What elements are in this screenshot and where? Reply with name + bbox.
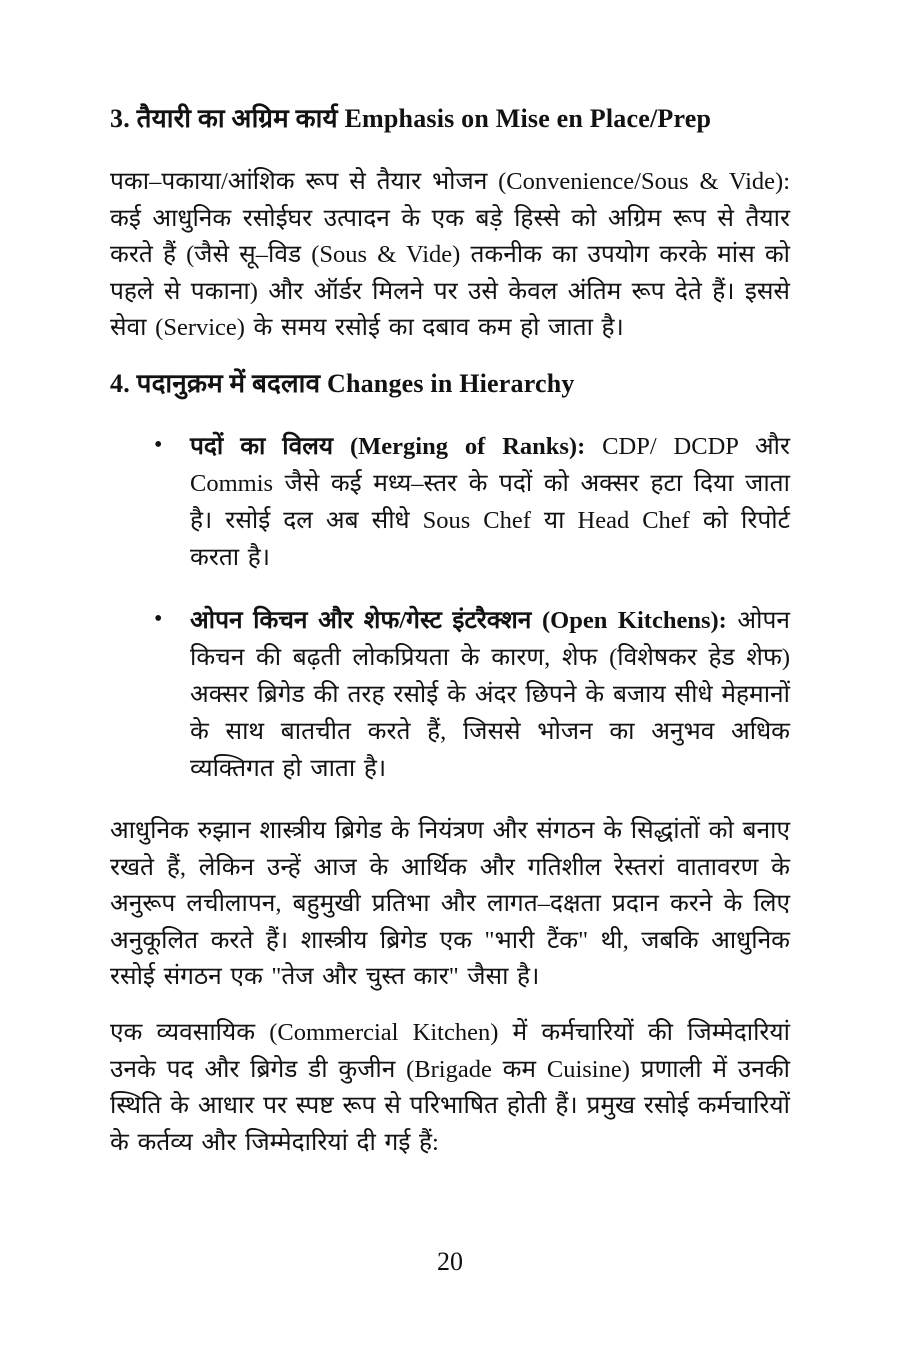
list-item-open-kitchens [110, 602, 790, 787]
bullet-icon: • [154, 605, 163, 632]
bullet-body-merging-of-ranks: CDP/ DCDP और Commis जैसे कई मध्य–स्तर के पदों को अक्सर हटा दिया जाता है। रसोई दल अब सीधे Sous Chef या Head Chef को रिपोर्ट करता है। [190, 432, 791, 571]
bullet-list [110, 428, 790, 787]
bullet-lead-open-kitchens: ओपन किचन और शेफ/गेस्ट इंटरैक्शन (Open Kitchens): [190, 606, 727, 634]
bullet-lead-merging-of-ranks: पदों का विलय (Merging of Ranks): [190, 432, 586, 460]
list-item-merging-of-ranks [110, 428, 790, 576]
section-heading-4: 4. पदानुक्रम में बदलाव Changes in Hierarchy [110, 368, 575, 398]
bullet-icon: • [154, 431, 163, 458]
paragraph-commercial-kitchen: एक व्यवसायिक (Commercial Kitchen) में कर्मचारियों की जिम्मेदारियां उनके पद और ब्रिगेड डी कुजीन (Brigade कम Cuisine) प्रणाली में उनकी स्थिति के आधार पर स्पष्ट रूप से परिभाषित होती हैं। प्रमुख रसोई कर्मचारियों के कर्तव्य और जिम्मेदारियां दी गई हैं: [110, 1018, 790, 1156]
bullet-body-open-kitchens: ओपन किचन की बढ़ती लोकप्रियता के कारण, शेफ (विशेषकर हेड शेफ) अक्सर ब्रिगेड की तरह रसोई के अंदर छिपने के बजाय सीधे मेहमानों के साथ बातचीत करते हैं, जिससे भोजन का अनुभव अधिक व्यक्तिगत हो जाता है। [190, 606, 790, 782]
section-heading-3: 3. तैयारी का अग्रिम कार्य Emphasis on Mise en Place/Prep [110, 104, 712, 133]
paragraph-modern-trends: आधुनिक रुझान शास्त्रीय ब्रिगेड के नियंत्रण और संगठन के सिद्धांतों को बनाए रखते हैं, लेकिन उन्हें आज के आर्थिक और गतिशील रेस्तरां वातावरण के अनुरूप लचीलापन, बहुमुखी प्रतिभा और लागत–दक्षता प्रदान करने के लिए अनुकूलित करते हैं। शास्त्रीय ब्रिगेड एक "भारी टैंक" थी, जबकि आधुनिक रसोई संगठन एक "तेज और चुस्त कार" जैसा है। [110, 816, 790, 991]
page-number: 20 [437, 1247, 463, 1276]
paragraph-convenience-sous-vide: पका–पकाया/आंशिक रूप से तैयार भोजन (Convenience/Sous & Vide): कई आधुनिक रसोईघर उत्पादन के एक बड़े हिस्से को अग्रिम रूप से तैयार करते हैं (जैसे सू–विड (Sous & Vide) तकनीक का उपयोग करके मांस को पहले से पकाना) और ऑर्डर मिलने पर उसे केवल अंतिम रूप देते हैं। इससे सेवा (Service) के समय रसोई का दबाव कम हो जाता है। [110, 168, 790, 342]
